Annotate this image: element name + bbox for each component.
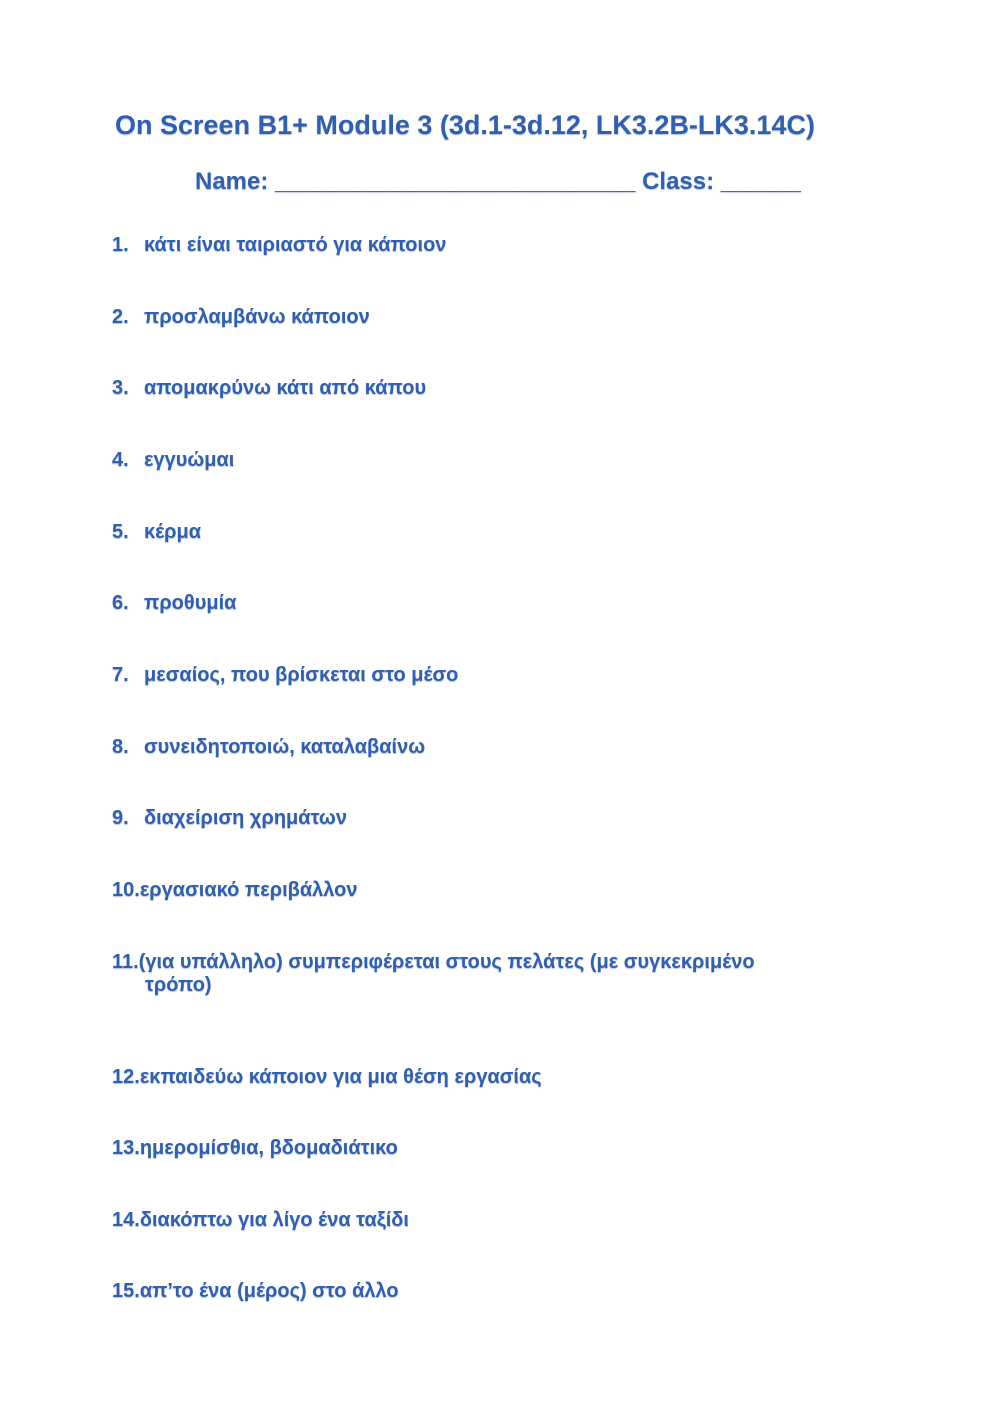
name-class-line: Name: ___________________________ Class: ______ — [195, 168, 801, 195]
list-item — [112, 306, 370, 329]
item-number: 8. — [112, 736, 129, 758]
item-number: 11. — [112, 951, 139, 973]
list-item — [112, 879, 357, 902]
item-text: διαχείριση χρημάτων — [144, 807, 347, 829]
list-item — [112, 664, 458, 687]
item-number: 5. — [112, 521, 129, 543]
item-text: ημερομίσθια, βδομαδιάτικο — [139, 1137, 398, 1159]
item-text-continuation: τρόπο) — [145, 974, 212, 996]
item-text: μεσαίος, που βρίσκεται στο μέσο — [144, 664, 459, 686]
item-text: συνειδητοποιώ, καταλαβαίνω — [144, 736, 426, 758]
item-text: κάτι είναι ταιριαστό για κάποιον — [144, 234, 447, 256]
item-text: (για υπάλληλο) συμπεριφέρεται στους πελάτες (με συγκεκριμένο — [138, 951, 755, 973]
item-text: προσλαμβάνω κάποιον — [144, 306, 370, 328]
item-text: απ’το ένα (μέρος) στο άλλο — [139, 1280, 399, 1302]
list-item — [112, 1137, 398, 1160]
item-text: εκπαιδεύω κάποιον για μια θέση εργασίας — [139, 1066, 542, 1088]
list-item — [112, 1066, 542, 1089]
item-number: 3. — [112, 377, 129, 399]
item-number: 10. — [112, 879, 140, 901]
item-number: 2. — [112, 306, 129, 328]
list-item — [112, 449, 234, 472]
item-number: 9. — [112, 807, 129, 829]
title-text: On Screen B1+ Module 3 (3d.1-3d.12, LK3.2B-LK3.14C) — [115, 110, 815, 140]
item-number: 4. — [112, 449, 129, 471]
item-number: 1. — [112, 234, 129, 256]
item-text: εγγυώμαι — [144, 449, 235, 471]
page-title — [0, 110, 930, 141]
item-text: κέρμα — [144, 521, 202, 543]
list-item — [112, 1209, 409, 1232]
list-item — [112, 1280, 399, 1303]
list-item — [112, 592, 236, 615]
list-item — [112, 951, 832, 997]
item-text: προθυμία — [144, 592, 237, 614]
item-number: 12. — [112, 1066, 140, 1088]
item-number: 13. — [112, 1137, 140, 1159]
list-item — [112, 807, 347, 830]
item-text: εργασιακό περιβάλλον — [139, 879, 358, 901]
item-number: 7. — [112, 664, 129, 686]
item-text: διακόπτω για λίγο ένα ταξίδι — [139, 1209, 409, 1231]
item-number: 15. — [112, 1280, 140, 1302]
list-item — [112, 521, 201, 544]
list-item — [112, 736, 425, 759]
list-item — [112, 377, 426, 400]
list-item — [112, 234, 446, 257]
item-number: 6. — [112, 592, 129, 614]
item-text: απομακρύνω κάτι από κάπου — [144, 377, 427, 399]
item-number: 14. — [112, 1209, 140, 1231]
